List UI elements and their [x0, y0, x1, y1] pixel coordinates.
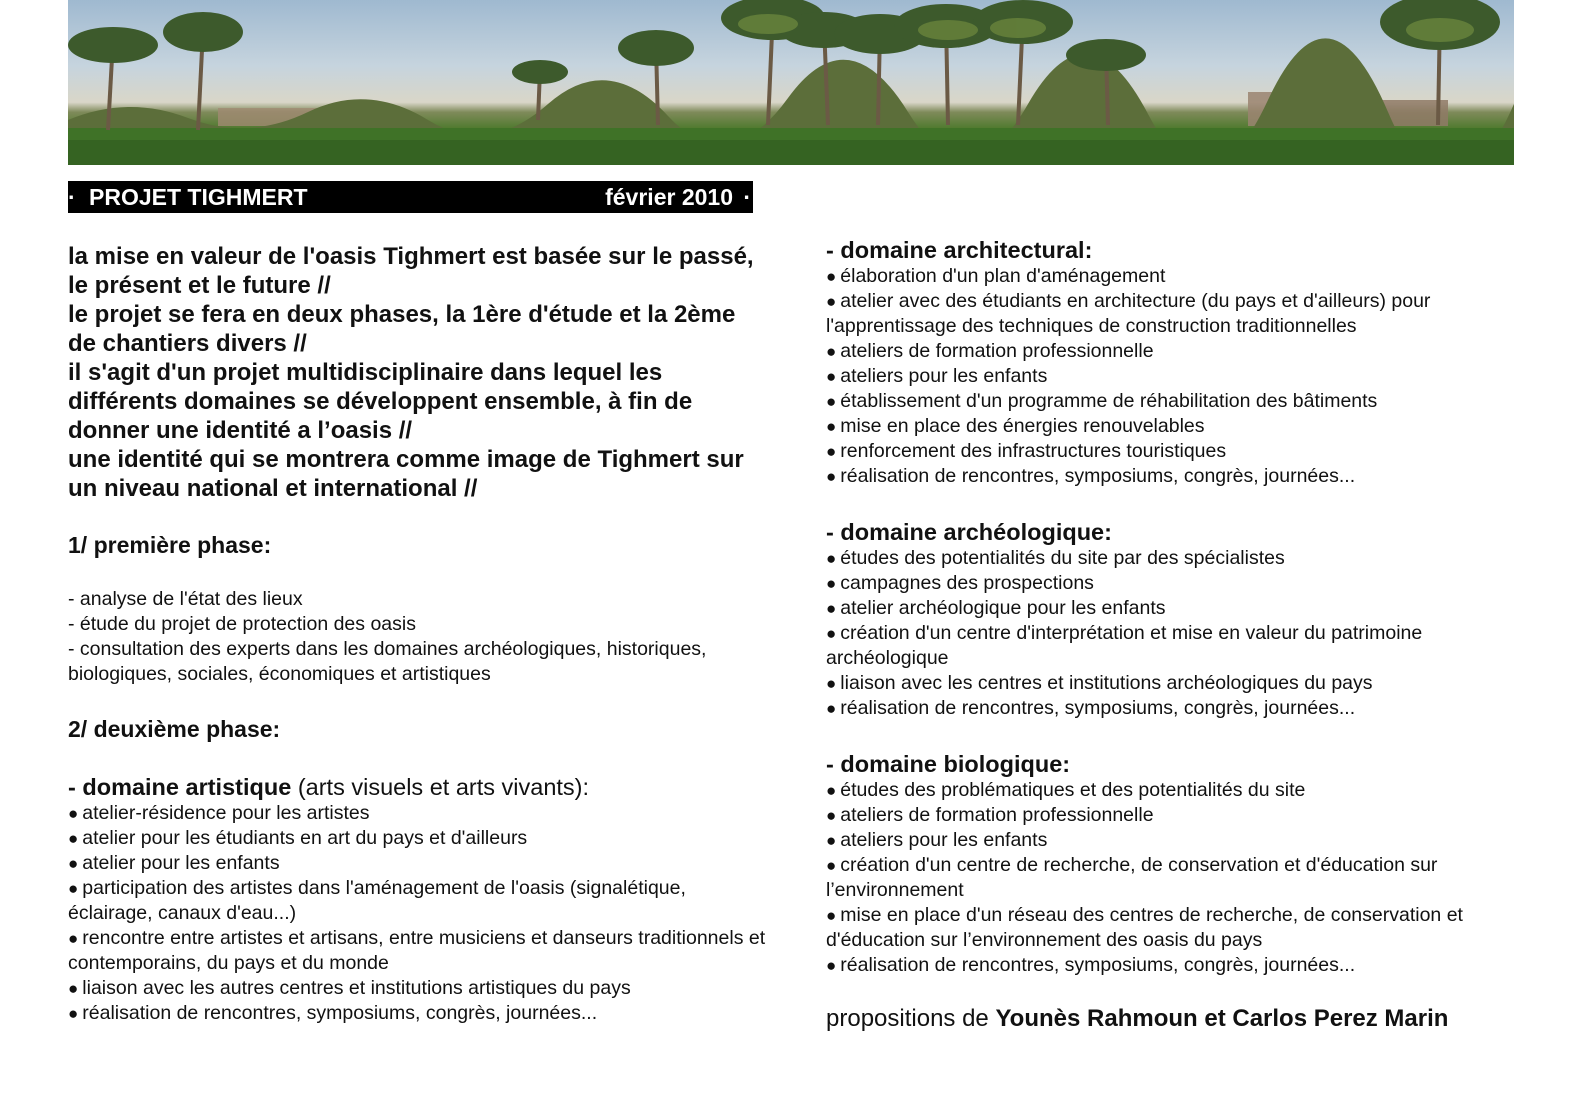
list-item	[826, 828, 1526, 853]
bullet-icon: ●	[826, 467, 837, 486]
list-item-text: liaison avec les centres et institutions archéologiques du pays	[840, 672, 1373, 694]
list-item-text: renforcement des infrastructures touristiques	[840, 440, 1227, 462]
bullet-icon: ●	[826, 906, 837, 925]
bullet-icon: ●	[826, 856, 837, 875]
list-item-text: atelier-résidence pour les artistes	[82, 802, 370, 824]
list-item	[826, 903, 1526, 953]
bullet-icon: ●	[826, 417, 837, 436]
intro-paragraph: le projet se fera en deux phases, la 1ère d'étude et la 2ème de chantiers divers //	[68, 301, 736, 357]
list-item-text: rencontre entre artistes et artisans, entre musiciens et danseurs traditionnels et contemporains, du pays et du monde	[68, 927, 766, 974]
domain-artistique-list	[68, 801, 768, 1026]
intro-paragraph: la mise en valeur de l'oasis Tighmert est basée sur le passé, le présent et le future //	[68, 243, 754, 299]
list-item-text: ateliers de formation professionnelle	[840, 340, 1154, 362]
list-item-text: réalisation de rencontres, symposiums, congrès, journées...	[840, 697, 1356, 719]
credits-prefix: propositions de	[826, 1005, 996, 1032]
domain-biologique-heading	[826, 750, 1526, 778]
list-item	[826, 778, 1526, 803]
list-item	[826, 464, 1526, 489]
separator-dot: ·	[68, 184, 76, 210]
list-item-text: réalisation de rencontres, symposiums, congrès, journées...	[840, 465, 1356, 487]
list-item	[826, 953, 1526, 978]
credits-authors: Younès Rahmoun et Carlos Perez Marin	[995, 1005, 1449, 1032]
list-item-text: réalisation de rencontres, symposiums, congrès, journées...	[82, 1002, 598, 1024]
domain-subtitle: (arts visuels et arts vivants):	[291, 774, 590, 800]
list-item	[826, 621, 1526, 671]
list-item	[68, 1001, 768, 1026]
title-bar	[68, 181, 753, 213]
bullet-icon: ●	[826, 367, 837, 386]
bullet-icon: ●	[826, 781, 837, 800]
list-item	[826, 389, 1526, 414]
list-item-text: atelier archéologique pour les enfants	[840, 597, 1166, 619]
list-item	[826, 289, 1526, 339]
list-item-text: campagnes des prospections	[840, 572, 1094, 594]
domain-title: - domaine archéologique:	[826, 519, 1112, 545]
bullet-icon: ●	[826, 442, 837, 461]
list-item	[68, 851, 768, 876]
list-item-text: atelier pour les enfants	[82, 852, 280, 874]
separator-dot: ·	[743, 184, 751, 210]
left-column	[68, 242, 768, 1026]
list-item-text: ateliers pour les enfants	[840, 365, 1048, 387]
list-item-text: liaison avec les autres centres et institutions artistiques du pays	[82, 977, 631, 999]
right-column	[826, 236, 1526, 1034]
phase1-item: - analyse de l'état des lieux	[68, 588, 303, 610]
domain-archeologique-list	[826, 546, 1526, 721]
list-item-text: mise en place des énergies renouvelables	[840, 415, 1205, 437]
list-item	[826, 803, 1526, 828]
list-item-text: réalisation de rencontres, symposiums, congrès, journées...	[840, 954, 1356, 976]
bullet-icon: ●	[826, 342, 837, 361]
list-item-text: mise en place d'un réseau des centres de recherche, de conservation et d'éducation sur l’environnement des oasis du pays	[826, 904, 1463, 951]
list-item	[826, 671, 1526, 696]
list-item	[826, 364, 1526, 389]
list-item-text: création d'un centre de recherche, de conservation et d'éducation sur l’environnement	[826, 854, 1438, 901]
list-item	[826, 439, 1526, 464]
intro-paragraph: une identité qui se montrera comme image de Tighmert sur un niveau national et international //	[68, 446, 744, 502]
phase1-heading: 1/ première phase:	[68, 532, 272, 558]
domain-archeologique-heading	[826, 518, 1526, 546]
bullet-icon: ●	[826, 599, 837, 618]
bullet-icon: ●	[68, 804, 79, 823]
bullet-icon: ●	[826, 956, 837, 975]
bullet-icon: ●	[826, 574, 837, 593]
intro-statement	[68, 242, 768, 503]
bullet-icon: ●	[826, 699, 837, 718]
list-item	[826, 853, 1526, 903]
domain-biologique-list	[826, 778, 1526, 978]
list-item	[826, 339, 1526, 364]
bullet-icon: ●	[68, 829, 79, 848]
list-item	[68, 826, 768, 851]
bullet-icon: ●	[68, 929, 79, 948]
bullet-icon: ●	[826, 549, 837, 568]
domain-title: - domaine artistique	[68, 774, 292, 800]
phase2-heading: 2/ deuxième phase:	[68, 716, 281, 742]
bullet-icon: ●	[826, 624, 837, 643]
list-item-text: participation des artistes dans l'aménagement de l'oasis (signalétique, éclairage, canaux d'eau...)	[68, 877, 686, 924]
bullet-icon: ●	[826, 831, 837, 850]
phase1-list	[68, 587, 768, 687]
list-item-text: ateliers de formation professionnelle	[840, 804, 1154, 826]
oasis-panorama-image	[68, 0, 1514, 165]
list-item	[826, 596, 1526, 621]
list-item	[826, 546, 1526, 571]
list-item	[826, 696, 1526, 721]
bullet-icon: ●	[68, 979, 79, 998]
domain-architectural-list	[826, 264, 1526, 489]
list-item	[68, 976, 768, 1001]
domain-artistique-heading	[68, 773, 768, 801]
document-date: février 2010	[605, 184, 733, 210]
list-item-text: élaboration d'un plan d'aménagement	[840, 265, 1166, 287]
list-item	[68, 926, 768, 976]
list-item-text: atelier pour les étudiants en art du pays et d'ailleurs	[82, 827, 528, 849]
intro-paragraph: il s'agit d'un projet multidisciplinaire dans lequel les différents domaines se développent ensemble, à fin de donner une identité a l’oasis //	[68, 359, 693, 444]
domain-architectural-heading	[826, 236, 1526, 264]
list-item	[826, 264, 1526, 289]
bullet-icon: ●	[826, 267, 837, 286]
bullet-icon: ●	[826, 674, 837, 693]
list-item-text: atelier avec des étudiants en architecture (du pays et d'ailleurs) pour l'apprentissage des techniques de construction traditionnelles	[826, 290, 1431, 337]
credits	[826, 1004, 1526, 1034]
phase1-item: - consultation des experts dans les domaines archéologiques, historiques, biologiques, sociales, économiques et artistiques	[68, 638, 707, 685]
list-item	[826, 571, 1526, 596]
bullet-icon: ●	[68, 879, 79, 898]
bullet-icon: ●	[826, 292, 837, 311]
bullet-icon: ●	[826, 806, 837, 825]
palm-grove-illustration	[68, 0, 1514, 165]
list-item-text: ateliers pour les enfants	[840, 829, 1048, 851]
list-item	[68, 801, 768, 826]
domain-title: - domaine biologique:	[826, 751, 1071, 777]
bullet-icon: ●	[826, 392, 837, 411]
list-item	[826, 414, 1526, 439]
project-title: PROJET TIGHMERT	[89, 184, 308, 210]
list-item-text: études des problématiques et des potentialités du site	[840, 779, 1306, 801]
domain-title: - domaine architectural:	[826, 237, 1093, 263]
bullet-icon: ●	[68, 854, 79, 873]
list-item-text: création d'un centre d'interprétation et mise en valeur du patrimoine archéologique	[826, 622, 1423, 669]
phase1-item: - étude du projet de protection des oasis	[68, 613, 416, 635]
bullet-icon: ●	[68, 1004, 79, 1023]
list-item	[68, 876, 768, 926]
list-item-text: établissement d'un programme de réhabilitation des bâtiments	[840, 390, 1378, 412]
list-item-text: études des potentialités du site par des spécialistes	[840, 547, 1285, 569]
